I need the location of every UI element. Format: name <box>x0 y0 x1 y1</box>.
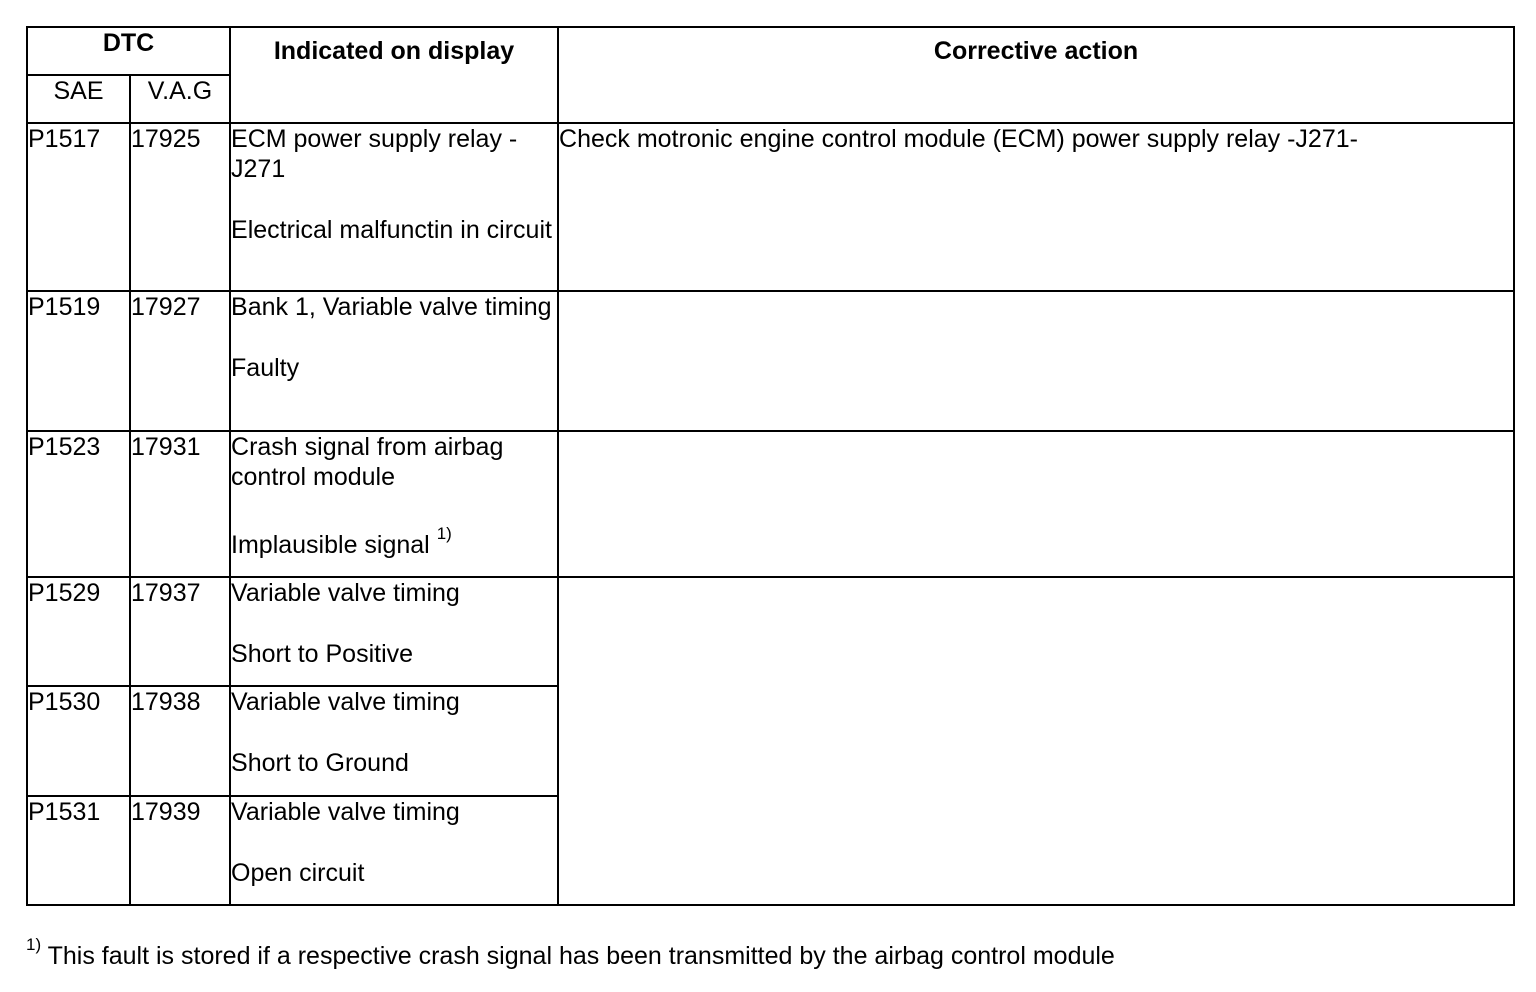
fault-description <box>230 123 558 291</box>
sae-code: P1523 <box>27 431 130 577</box>
vag-code: 17931 <box>130 431 230 577</box>
fault-description <box>230 577 558 686</box>
footnote <box>26 934 1115 971</box>
vag-code: 17925 <box>130 123 230 291</box>
fault-name: Bank 1, Variable valve timing <box>231 293 552 321</box>
table-row <box>27 431 1514 577</box>
fault-name: Variable valve timing <box>231 688 460 716</box>
footnote-marker: 1) <box>436 523 452 543</box>
fault-description <box>230 796 558 905</box>
sae-code: P1529 <box>27 577 130 686</box>
header-vag: V.A.G <box>130 75 230 123</box>
header-sae: SAE <box>27 75 130 123</box>
corrective-action <box>558 577 1514 905</box>
vag-code: 17939 <box>130 796 230 905</box>
sae-code: P1519 <box>27 291 130 431</box>
fault-name: Variable valve timing <box>231 579 460 607</box>
corrective-action <box>558 291 1514 431</box>
fault-detail: Short to Ground <box>231 749 409 777</box>
header-dtc: DTC <box>27 27 230 75</box>
sae-code: P1517 <box>27 123 130 291</box>
corrective-action: Check motronic engine control module (ECM) power supply relay -J271- <box>558 123 1514 291</box>
fault-detail <box>231 523 557 560</box>
table-row <box>27 291 1514 431</box>
fault-detail: Short to Positive <box>231 640 414 668</box>
corrective-action <box>558 431 1514 577</box>
dtc-table <box>26 26 1515 906</box>
vag-code: 17938 <box>130 686 230 796</box>
header-corrective-action: Corrective action <box>558 27 1514 123</box>
fault-name: ECM power supply relay -J271 <box>231 125 518 183</box>
vag-code: 17927 <box>130 291 230 431</box>
fault-detail: Open circuit <box>231 859 365 887</box>
header-indicated-on-display: Indicated on display <box>230 27 558 123</box>
fault-description <box>230 431 558 577</box>
fault-detail: Electrical malfunctin in circuit <box>231 216 552 244</box>
fault-detail-text: Implausible signal <box>231 531 430 559</box>
header-row <box>27 27 1514 75</box>
fault-name: Variable valve timing <box>231 798 460 826</box>
footnote-text: This fault is stored if a respective crash signal has been transmitted by the airbag control module <box>41 942 1115 970</box>
sae-code: P1530 <box>27 686 130 796</box>
table-row <box>27 577 1514 686</box>
vag-code: 17937 <box>130 577 230 686</box>
table-row <box>27 123 1514 291</box>
fault-description <box>230 686 558 796</box>
sae-code: P1531 <box>27 796 130 905</box>
fault-description <box>230 291 558 431</box>
footnote-marker: 1) <box>26 934 42 954</box>
fault-detail: Faulty <box>231 354 300 382</box>
fault-name: Crash signal from airbag control module <box>231 433 504 491</box>
